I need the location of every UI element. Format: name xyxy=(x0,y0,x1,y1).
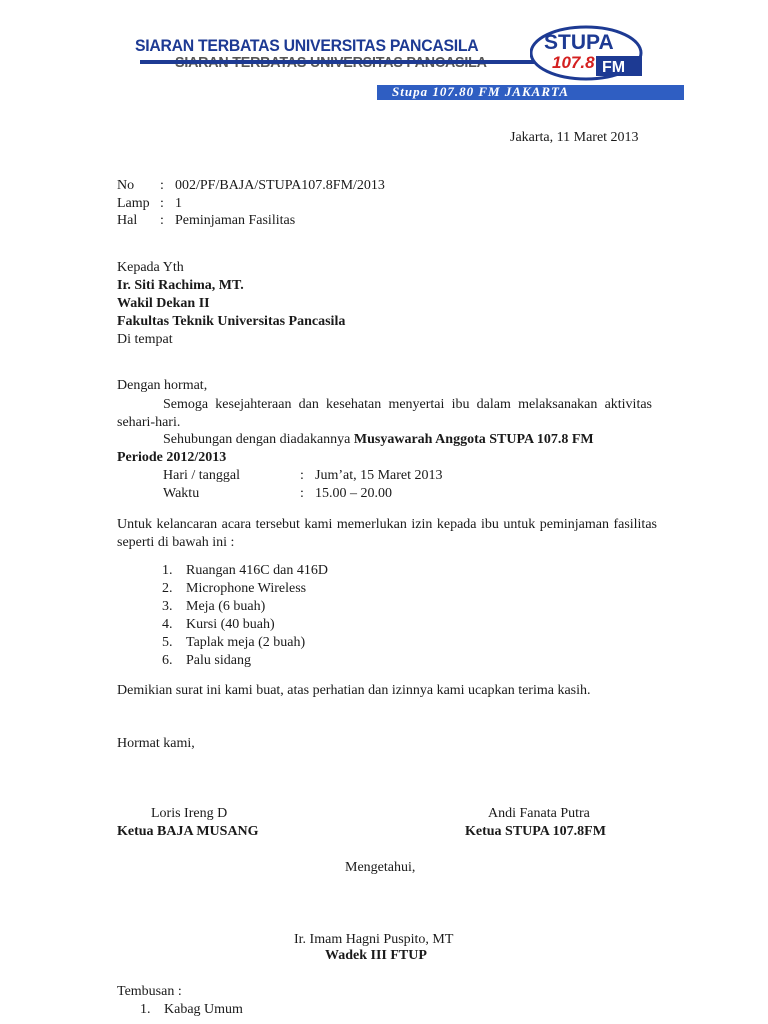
hari-sep: : xyxy=(300,468,304,483)
list-item: 4. Kursi (40 buah) xyxy=(162,617,275,632)
cc-item: 1. Kabag Umum xyxy=(140,1002,243,1017)
list-item: 6. Palu sidang xyxy=(162,653,251,668)
header-stripe xyxy=(140,60,540,64)
signer-left-name: Loris Ireng D xyxy=(151,806,228,821)
facility-list xyxy=(162,562,328,670)
regards: Hormat kami, xyxy=(117,736,195,751)
waktu-label: Waktu xyxy=(163,486,200,501)
logo-freq: 107.8 xyxy=(552,53,595,72)
logo-word: STUPA xyxy=(544,31,614,54)
meta-lamp-value: 1 xyxy=(175,196,182,211)
list-item: 2. Microphone Wireless xyxy=(162,581,307,596)
meta-no-sep: : xyxy=(160,178,164,193)
event-name: Musyawarah Anggota STUPA 107.8 FM xyxy=(353,432,594,447)
meta-lamp-sep: : xyxy=(160,196,164,211)
date-line: Jakarta, 11 Maret 2013 xyxy=(510,130,639,145)
header-bar-text: Stupa 107.80 FM JAKARTA xyxy=(392,84,569,99)
waktu-value: 15.00 – 20.00 xyxy=(315,486,392,501)
stupa-fm-logo xyxy=(530,25,650,81)
cc-label: Tembusan : xyxy=(117,984,182,999)
signer-center-title: Wadek III FTUP xyxy=(325,948,427,963)
paragraph-3: Untuk kelancaran acara tersebut kami memerlukan izin kepada ibu untuk peminjaman fasilitas seperti di bawah ini : xyxy=(117,517,657,550)
closing-paragraph: Demikian surat ini kami buat, atas perhatian dan izinnya kami ucapkan terima kasih. xyxy=(117,683,591,698)
signer-left-title: Ketua BAJA MUSANG xyxy=(117,824,259,839)
hari-value: Jum’at, 15 Maret 2013 xyxy=(315,468,443,483)
hari-label: Hari / tanggal xyxy=(163,468,240,483)
meta-no-value: 002/PF/BAJA/STUPA107.8FM/2013 xyxy=(175,178,385,193)
list-item: 3. Meja (6 buah) xyxy=(162,599,266,614)
signer-center-name: Ir. Imam Hagni Puspito, MT xyxy=(294,932,454,947)
waktu-sep: : xyxy=(300,486,304,501)
paragraph-2 xyxy=(163,432,594,448)
meta-hal-label: Hal xyxy=(117,213,138,228)
recipient-name: Ir. Siti Rachima, MT. xyxy=(117,278,244,293)
event-period: Periode 2012/2013 xyxy=(117,450,227,465)
recipient-position: Wakil Dekan II xyxy=(117,296,210,311)
meta-hal-sep: : xyxy=(160,213,164,228)
header-title: SIARAN TERBATAS UNIVERSITAS PANCASILA xyxy=(135,36,479,55)
list-item: 1. Ruangan 416C dan 416D xyxy=(162,563,328,578)
recipient-line: Kepada Yth xyxy=(117,260,184,275)
signer-right-name: Andi Fanata Putra xyxy=(488,806,590,821)
recipient-faculty: Fakultas Teknik Universitas Pancasila xyxy=(117,314,346,329)
acknowledged-label: Mengetahui, xyxy=(345,860,416,875)
paragraph-1: Semoga kesejahteraan dan kesehatan menyertai ibu dalam melaksanakan aktivitas sehari-hari. xyxy=(117,397,652,430)
list-item: 5. Taplak meja (2 buah) xyxy=(162,635,306,650)
meta-hal-value: Peminjaman Fasilitas xyxy=(175,213,296,228)
meta-lamp-label: Lamp xyxy=(117,196,150,211)
signer-right-title: Ketua STUPA 107.8FM xyxy=(465,824,606,839)
recipient-place: Di tempat xyxy=(117,332,173,347)
meta-no-label: No xyxy=(117,178,135,193)
logo-fm: FM xyxy=(602,59,626,76)
greeting: Dengan hormat, xyxy=(117,378,208,393)
paragraph-2-prefix: Sehubungan dengan diadakannya xyxy=(163,432,351,447)
